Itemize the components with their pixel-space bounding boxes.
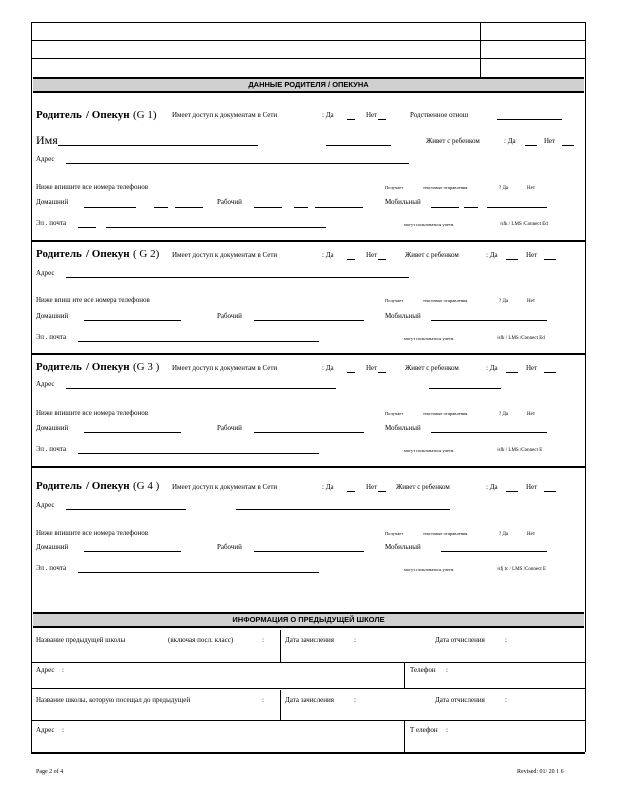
- school2-phone-colon: :: [446, 726, 448, 734]
- g3-portal-label: Имеет доступ к документам в Сети: [172, 364, 278, 372]
- g2-email-options: /sfk / LMS /Connect Ed: [497, 336, 545, 341]
- divider-g3: [31, 466, 585, 468]
- g2-lives-label: Живет с ребенком: [405, 251, 459, 259]
- g3-title-guardian: / Опекун: [86, 361, 130, 373]
- g1-relation-label: Родственное отнош: [410, 111, 469, 119]
- g2-portal-no-field[interactable]: [378, 259, 386, 260]
- g2-address-label: Адрес: [36, 269, 55, 277]
- g3-work-field[interactable]: [254, 432, 364, 433]
- g3-lives-yes[interactable]: : Да: [486, 364, 498, 372]
- school1-address-label: Адрес: [36, 666, 55, 674]
- g1-portal-label: Имеет доступ к документам в Сети: [172, 111, 278, 119]
- g4-texts-no[interactable]: Нет: [527, 532, 536, 537]
- g3-mobile-field[interactable]: [431, 432, 547, 433]
- g3-lives-yes-field[interactable]: [506, 372, 518, 373]
- g2-email-use-label: могут пользоваться учетн.: [404, 336, 455, 341]
- g4-portal-yes[interactable]: : Да: [322, 483, 334, 491]
- school2-address-label: Адрес: [36, 726, 55, 734]
- g2-lives-yes-field[interactable]: [506, 259, 518, 260]
- g4-phones-label: Ниже впишите все номера телефонов: [36, 529, 149, 537]
- g1-address-label: Адрес: [36, 155, 55, 163]
- g4-email-use-label: могут пользоваться учетн.: [404, 567, 455, 572]
- g3-email-options: /sfk / LMS /Connect E: [497, 448, 543, 453]
- school2-name-label: Название школы, которую посещал до предыдущей: [36, 696, 191, 704]
- g2-portal-yes-field[interactable]: [347, 259, 355, 260]
- g4-lives-no[interactable]: Нет: [526, 483, 538, 491]
- school2-enroll-label: Дата зачисления: [285, 696, 334, 704]
- g4-mobile-field[interactable]: [441, 551, 547, 552]
- g3-lives-label: Живет с ребенком: [405, 364, 459, 372]
- g1-portal-no-field[interactable]: [378, 119, 386, 120]
- school1-grade-label: (включая посл. класс): [168, 636, 234, 644]
- school1-divider: [280, 630, 281, 662]
- g2-mobile-label: Мобильный: [385, 312, 421, 320]
- school1-leave-colon: :: [505, 636, 507, 644]
- g1-texts-yes[interactable]: ? Да: [499, 186, 509, 191]
- g3-home-field[interactable]: [84, 432, 181, 433]
- g2-title-parent: Родитель: [36, 248, 82, 260]
- g3-portal-no[interactable]: Нет: [366, 364, 378, 372]
- g4-lives-no-field[interactable]: [544, 491, 556, 492]
- g2-email-field[interactable]: [78, 341, 319, 342]
- g2-portal-no[interactable]: Нет: [366, 251, 378, 259]
- g4-texts-yes[interactable]: ? Да: [499, 532, 509, 537]
- g2-texts-label-2: текстовые отправления: [423, 298, 468, 303]
- g1-lives-yes[interactable]: : Да: [504, 137, 516, 145]
- parent-section-header: ДАННЫЕ РОДИТЕЛЯ / ОПЕКУНА: [33, 77, 584, 93]
- g1-address-field[interactable]: [66, 163, 409, 164]
- g1-texts-label: Получает: [385, 185, 404, 190]
- school-section-header: ИНФОРМАЦИЯ О ПРЕДЫДУЩЕЙ ШКОЛЕ: [33, 612, 584, 628]
- g4-home-field[interactable]: [84, 551, 181, 552]
- frame-top: [31, 22, 585, 23]
- g4-portal-no[interactable]: Нет: [366, 483, 378, 491]
- g1-mobile-label: Мобильный: [385, 198, 421, 206]
- school2-enroll-colon: :: [354, 696, 356, 704]
- school2-leave-colon: :: [505, 696, 507, 704]
- g1-lives-no[interactable]: Нет: [544, 137, 556, 145]
- school1-phone-divider: [404, 662, 405, 688]
- g1-mobile-field[interactable]: [431, 207, 459, 208]
- g3-texts-label-2: текстовые отправления: [423, 411, 468, 416]
- g1-email-label: Эл . почта: [36, 219, 67, 227]
- g1-portal-no[interactable]: Нет: [366, 111, 378, 119]
- g3-address-label: Адрес: [36, 380, 55, 388]
- g4-email-options: /sfj tc / LMS /Connect E: [497, 567, 547, 572]
- g3-texts-yes[interactable]: ? Да: [499, 412, 509, 417]
- g4-home-label: Домашний: [36, 543, 69, 551]
- g2-title-guardian: / Опекун: [86, 248, 130, 260]
- g4-address-label: Адрес: [36, 501, 55, 509]
- g4-lives-yes-field[interactable]: [506, 491, 518, 492]
- top-row-line-1: [31, 40, 585, 41]
- g2-lives-no-field[interactable]: [544, 259, 556, 260]
- school1-line: [31, 662, 585, 663]
- g2-work-label: Рабочий: [217, 312, 242, 320]
- g3-texts-label: Получает: [385, 411, 404, 416]
- page-number: Page 2 of 4: [36, 769, 64, 775]
- g1-name-field[interactable]: [58, 145, 258, 146]
- school2-colon: :: [262, 696, 264, 704]
- school1-line-2: [31, 688, 585, 689]
- g1-title-guardian: / Опекун: [86, 109, 130, 121]
- g2-portal-label: Имеет доступ к документам в Сети: [172, 251, 278, 259]
- g4-mobile-label: Мобильный: [385, 543, 421, 551]
- school1-leave-label: Дата отчисления: [435, 636, 485, 644]
- school2-line: [31, 720, 585, 721]
- g2-lives-no[interactable]: Нет: [526, 251, 538, 259]
- g1-work-field[interactable]: [254, 207, 282, 208]
- g2-texts-label: Получает: [385, 298, 404, 303]
- g4-email-field[interactable]: [78, 572, 319, 573]
- g2-email-label: Эл . почта: [36, 333, 67, 341]
- revised-date: Revised: 01/ 20 1 6: [517, 769, 564, 775]
- g3-lives-no[interactable]: Нет: [526, 364, 538, 372]
- g3-email-use-label: могут пользоваться учетн.: [404, 448, 455, 453]
- school2-address-colon: :: [62, 726, 64, 734]
- g1-work-field-3[interactable]: [315, 207, 363, 208]
- g3-portal-yes-field[interactable]: [347, 372, 355, 373]
- g2-portal-yes[interactable]: : Да: [322, 251, 334, 259]
- g3-code: (G 3 ): [133, 361, 160, 373]
- g3-work-label: Рабочий: [217, 424, 242, 432]
- g1-email-options: /sfk / LMS /Connect Ed: [500, 222, 548, 227]
- g3-mobile-label: Мобильный: [385, 424, 421, 432]
- g1-texts-label-2: текстовые отправления: [423, 185, 468, 190]
- g1-home-label: Домашний: [36, 198, 69, 206]
- g1-title-parent: Родитель: [36, 109, 82, 121]
- g4-address-field[interactable]: [66, 509, 186, 510]
- g1-texts-no[interactable]: Нет: [527, 186, 536, 191]
- g3-texts-no[interactable]: Нет: [527, 412, 536, 417]
- school2-divider: [280, 690, 281, 720]
- g1-lives-label: Живет с ребенком: [426, 137, 480, 145]
- divider-g1: [31, 240, 585, 242]
- g1-phones-label: Ниже впишите все номера телефонов: [36, 183, 149, 191]
- g1-lives-yes-field[interactable]: [525, 145, 537, 146]
- g1-portal-yes[interactable]: : Да: [322, 111, 334, 119]
- g1-relation-field[interactable]: [497, 119, 562, 120]
- g3-home-label: Домашний: [36, 424, 69, 432]
- g4-lives-yes[interactable]: : Да: [486, 483, 498, 491]
- g2-texts-no[interactable]: Нет: [527, 299, 536, 304]
- g2-work-field[interactable]: [254, 320, 364, 321]
- g1-portal-yes-field[interactable]: [347, 119, 355, 120]
- g1-code: (G 1): [133, 109, 157, 121]
- g3-phones-label: Ниже впишите все номера телефонов: [36, 409, 149, 417]
- g3-address-field-2[interactable]: [429, 388, 501, 389]
- g4-title-guardian: / Опекун: [86, 480, 130, 492]
- g3-lives-no-field[interactable]: [544, 372, 556, 373]
- g4-work-label: Рабочий: [217, 543, 242, 551]
- g4-address-field-2[interactable]: [236, 509, 450, 510]
- g1-home-field-3[interactable]: [175, 207, 203, 208]
- g2-phones-label: Ниже впиш ите все номера телефонов: [36, 296, 150, 304]
- school1-phone-label: Телефон: [410, 666, 436, 674]
- school1-phone-colon: :: [446, 666, 448, 674]
- g3-address-field[interactable]: [66, 388, 336, 389]
- g4-portal-label: Имеет доступ к документам в Сети: [172, 483, 278, 491]
- g2-texts-yes[interactable]: ? Да: [499, 299, 509, 304]
- g2-address-field[interactable]: [66, 277, 409, 278]
- g1-lives-no-field[interactable]: [562, 145, 574, 146]
- g3-email-field[interactable]: [78, 453, 319, 454]
- g1-mobile-field-2[interactable]: [464, 207, 478, 208]
- g4-title-parent: Родитель: [36, 480, 82, 492]
- top-row-divider: [480, 22, 481, 77]
- g4-portal-yes-field[interactable]: [347, 491, 355, 492]
- g4-lives-label: Живет с ребенком: [396, 483, 450, 491]
- g1-home-field[interactable]: [84, 207, 136, 208]
- g1-work-label: Рабочий: [217, 198, 242, 206]
- g3-title-parent: Родитель: [36, 361, 82, 373]
- school1-address-colon: :: [62, 666, 64, 674]
- frame-bottom: [31, 752, 585, 754]
- g1-email-field-2[interactable]: [106, 227, 326, 228]
- g1-mobile-field-3[interactable]: [487, 207, 547, 208]
- school2-phone-label: Т елефон: [410, 726, 438, 734]
- g2-mobile-field[interactable]: [431, 320, 547, 321]
- g4-email-label: Эл . почта: [36, 564, 67, 572]
- top-row-line-2: [31, 58, 585, 59]
- g1-home-field-2[interactable]: [154, 207, 168, 208]
- g2-code: ( G 2): [133, 248, 160, 260]
- g4-work-field[interactable]: [254, 551, 364, 552]
- g2-home-label: Домашний: [36, 312, 69, 320]
- school1-colon: :: [262, 636, 264, 644]
- g1-name-label: Имя: [36, 133, 58, 147]
- frame-right: [585, 22, 586, 752]
- g1-work-field-2[interactable]: [294, 207, 308, 208]
- g3-portal-yes[interactable]: : Да: [322, 364, 334, 372]
- school1-enroll-label: Дата зачисления: [285, 636, 334, 644]
- school2-phone-divider: [404, 720, 405, 752]
- g4-code: (G 4 ): [133, 480, 160, 492]
- frame-left: [31, 22, 32, 752]
- g1-email-field[interactable]: [78, 227, 96, 228]
- g1-email-use-label: могут пользоваться учетн.: [404, 222, 455, 227]
- g2-lives-yes[interactable]: : Да: [486, 251, 498, 259]
- g3-portal-no-field[interactable]: [378, 372, 386, 373]
- school2-leave-label: Дата отчисления: [435, 696, 485, 704]
- g4-portal-no-field[interactable]: [378, 491, 386, 492]
- g2-home-field[interactable]: [84, 320, 181, 321]
- school1-enroll-colon: :: [354, 636, 356, 644]
- divider-g2: [31, 353, 585, 355]
- school1-name-label: Название предыдущей школы: [36, 636, 126, 644]
- g4-texts-label: Получает: [385, 531, 404, 536]
- g1-name-field-2[interactable]: [326, 145, 391, 146]
- g3-email-label: Эл . почта: [36, 445, 67, 453]
- g4-texts-label-2: текстовые отправления: [423, 531, 468, 536]
